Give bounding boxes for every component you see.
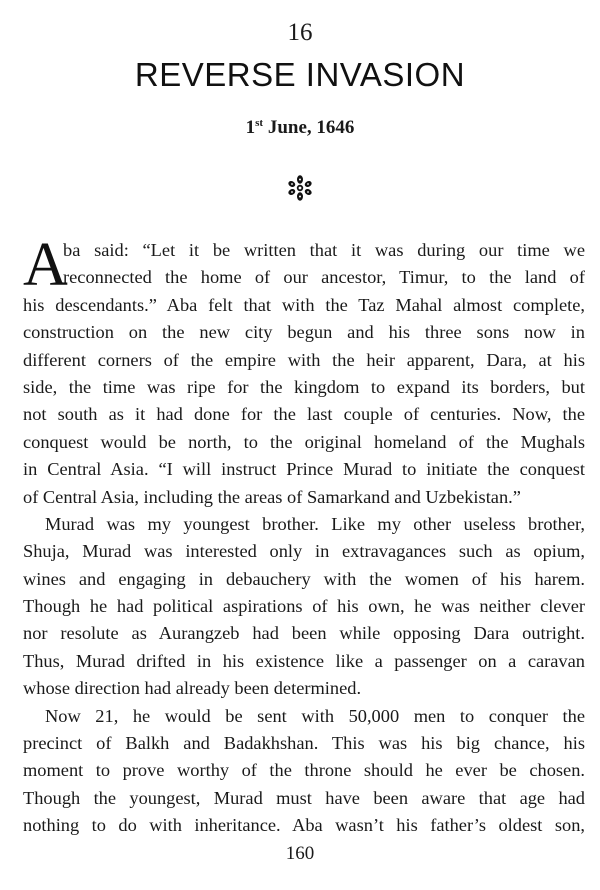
text-line: Though the youngest, Murad must have been aware that age had <box>23 787 585 808</box>
text-line: not south as it had done for the last couple of centuries. Now, the <box>23 404 585 425</box>
chapter-number: 16 <box>287 19 313 46</box>
text-line: different corners of the empire with the heir apparent, Dara, at his <box>23 349 585 370</box>
chapter-date <box>0 110 600 141</box>
text-line: nothing to do with inheritance. Aba wasn’t his father’s oldest son, <box>23 815 585 836</box>
text-line: his descendants.” Aba felt that with the Taz Mahal almost complete, <box>23 294 585 315</box>
floral-ornament-icon <box>288 175 312 201</box>
date-rest: June, 1646 <box>263 117 355 138</box>
text-line: Murad was my youngest brother. Like my other useless brother, <box>45 513 585 534</box>
text-line: wines and engaging in debauchery with the women of his harem. <box>23 568 585 589</box>
date-suffix: st <box>255 117 264 129</box>
text-line: reconnected the home of our ancestor, Timur, to the land of <box>63 267 585 288</box>
chapter-title: REVERSE INVASION <box>134 56 466 93</box>
text-line: side, the time was ripe for the kingdom to expand its borders, but <box>23 376 585 397</box>
text-line: construction on the new city begun and his three sons now in <box>23 322 585 343</box>
text-line: nor resolute as Aurangzeb had been while opposing Dara outright. <box>23 623 585 644</box>
page-number: 160 <box>285 843 315 864</box>
text-line: moment to prove worthy of the throne should he ever be chosen. <box>23 760 585 781</box>
text-line: Thus, Murad drifted in his existence like a passenger on a caravan <box>23 650 585 671</box>
text-line: Though he had political aspirations of his own, he was neither clever <box>23 596 585 617</box>
text-line: ba said: “Let it be written that it was during our time we <box>63 240 585 260</box>
text-line: of Central Asia, including the areas of Samarkand and Uzbekistan.” <box>23 486 521 507</box>
text-line: precinct of Balkh and Badakhshan. This was his big chance, his <box>23 733 585 754</box>
date-day: 1 <box>245 117 256 138</box>
text-line: in Central Asia. “I will instruct Prince Murad to initiate the conquest <box>23 459 585 480</box>
text-line: Now 21, he would be sent with 50,000 men to conquer the <box>45 705 585 726</box>
text-line: whose direction had already been determined. <box>23 678 362 699</box>
drop-cap: A <box>23 231 68 299</box>
body-text <box>23 231 585 840</box>
text-line: Shuja, Murad was interested only in extravagances such as opium, <box>23 541 585 562</box>
text-line: conquest would be north, to the original homeland of the Mughals <box>23 431 585 452</box>
